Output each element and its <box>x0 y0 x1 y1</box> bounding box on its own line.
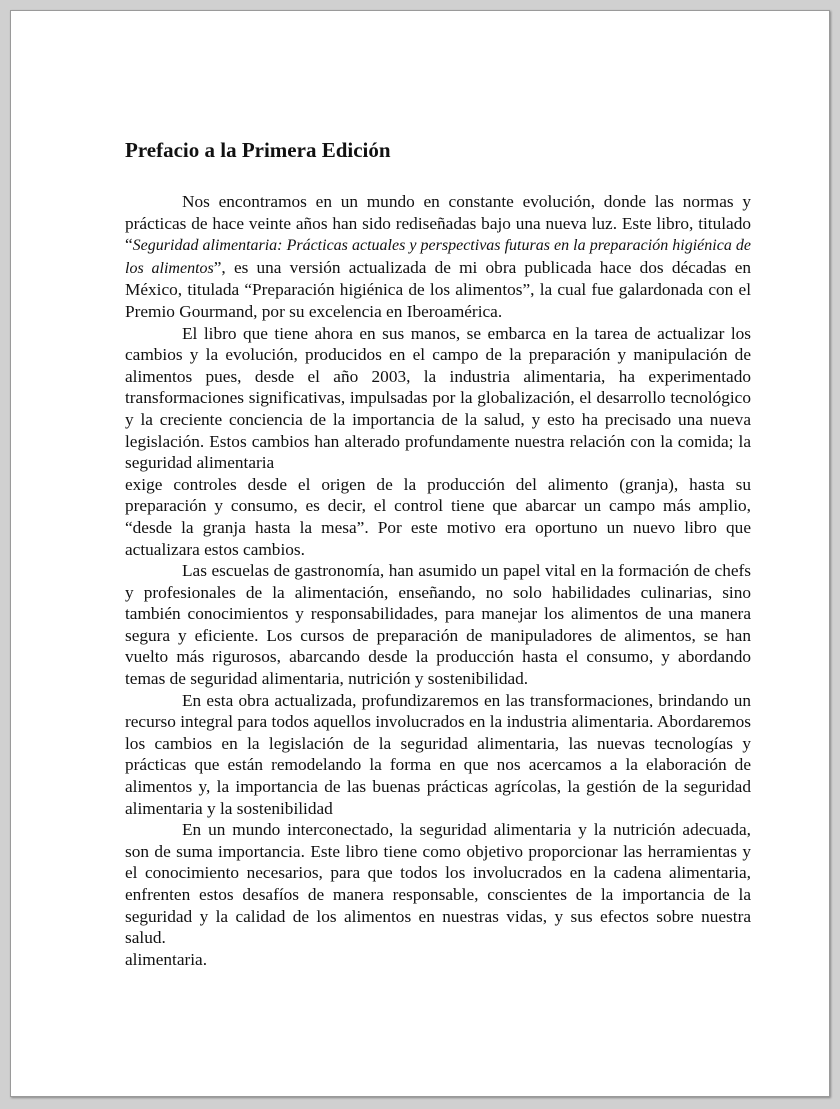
paragraph-2b: exige controles desde el origen de la producción del alimento (granja), hasta su preparación y consumo, es decir, el control tiene que abarcar un campo más amplio, “desde la granja hasta la mesa”. Por este motivo era oportuno un nuevo libro que actualizara estos cambios. <box>125 474 751 559</box>
paragraph-4: En esta obra actualizada, profundizaremos en las transformaciones, brindando un recurso integral para todos aquellos involucrados en la industria alimentaria. Abordaremos los cambios en la legislación de la seguridad alimentaria, las nuevas tecnologías y prácticas que están remodelando la forma en que nos acercamos a la elaboración de alimentos y, la importancia de las buenas prácticas agrícolas, la gestión de la seguridad alimentaria y la sostenibilidad <box>125 690 751 818</box>
paragraph-3: Las escuelas de gastronomía, han asumido un papel vital en la formación de chefs y profesionales de la alimentación, enseñando, no solo habilidades culinarias, sino también conocimientos y responsabilidades, para manejar los alimentos de una manera segura y eficiente. Los cursos de preparación de manipuladores de alimentos, se han vuelto más rigurosos, abarcando desde la producción hasta el consumo, y abordando temas de seguridad alimentaria, nutrición y sostenibilidad. <box>125 561 751 689</box>
paragraph-2a: El libro que tiene ahora en sus manos, se embarca en la tarea de actualizar los cambios y la evolución, producidos en el campo de la preparación y manipulación de alimentos pues, desde el año 2003, la industria alimentaria, ha experimentado transformaciones significativas, impulsadas por la globalización, el desarrollo tecnológico y la creciente conciencia de la importancia de la salud, y esto ha precisado una nueva legislación. Estos cambios han alterado profundamente nuestra relación con la comida; la seguridad alimentaria <box>125 323 751 473</box>
page-title: Prefacio a la Primera Edición <box>125 138 391 162</box>
paragraph-1 <box>125 191 751 323</box>
page-content <box>125 137 751 970</box>
book-title-italic: Seguridad alimentaria: Prácticas actuales y perspectivas futuras en la preparación higiénica de los alimentos <box>125 237 751 277</box>
document-page <box>10 10 830 1097</box>
paragraph-1-text-a: Nos encontramos en un mundo en constante evolución, donde las normas y prácticas de hace veinte años han sido rediseñadas bajo una nueva luz. Este libro, titulado “ <box>125 192 751 255</box>
paragraph-1-text-b: ”, es una versión actualizada de mi obra publicada hace dos décadas en México, titulada “Preparación higiénica de los alimentos”, la cual fue galardonada con el Premio Gourmand, por su excelencia en Iberoamérica. <box>125 257 752 321</box>
paragraph-5: En un mundo interconectado, la seguridad alimentaria y la nutrición adecuada, son de suma importancia. Este libro tiene como objetivo proporcionar las herramientas y el conocimiento necesarios, para que todos los involucrados en la cadena alimentaria, enfrenten estos desafíos de manera responsable, conscientes de la importancia de la seguridad y la calidad de los alimentos en nuestras vidas, y sus efectos sobre nuestra salud. <box>125 820 751 948</box>
paragraph-6: alimentaria. <box>125 949 208 969</box>
